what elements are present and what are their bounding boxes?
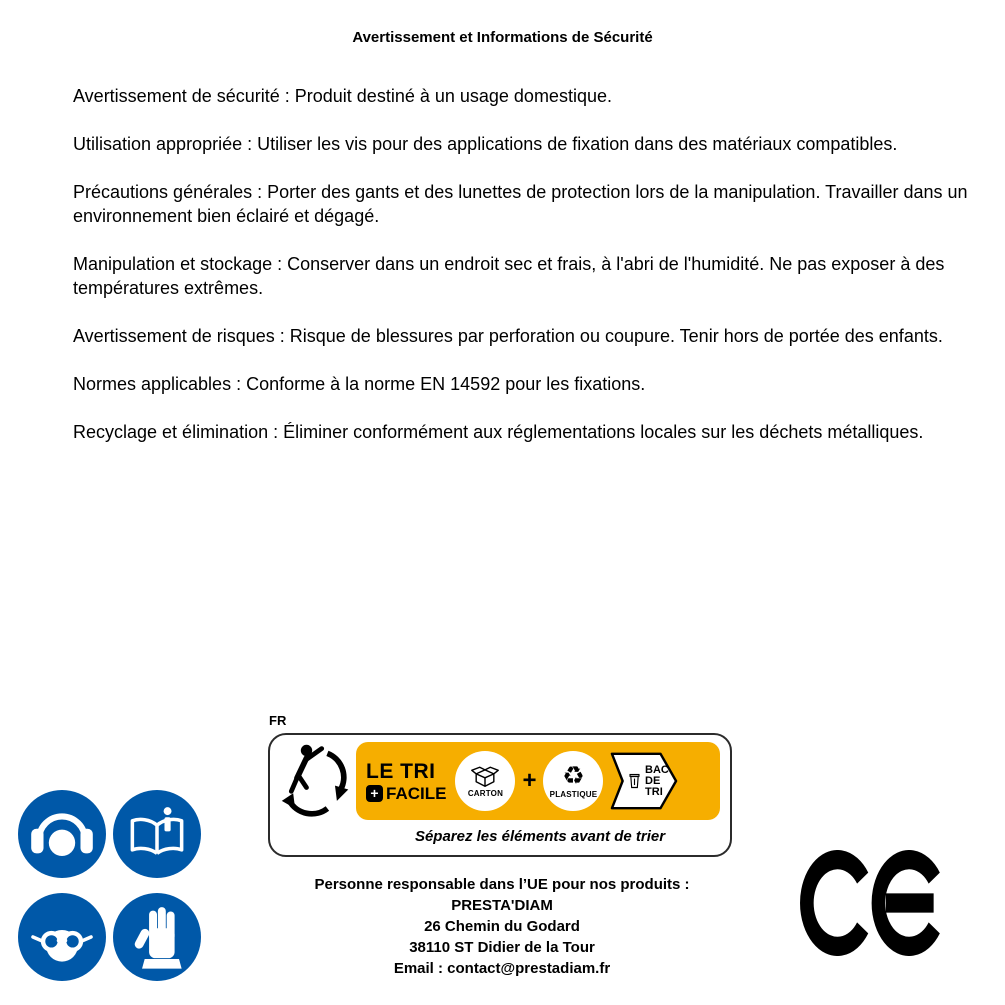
triman-icon <box>278 741 354 817</box>
bac-line: TRI <box>645 785 663 798</box>
carton-label: CARTON <box>467 788 504 798</box>
company-name: PRESTA'DIAM <box>451 897 553 914</box>
address-line-2: 38110 ST Didier de la Tour <box>409 939 595 956</box>
recycle-icon: ♻ <box>562 761 585 790</box>
facile-text: FACILE <box>386 783 447 803</box>
plastique-material-badge <box>543 751 603 811</box>
responsible-contact-block <box>252 874 752 979</box>
le-tri-text: LE TRI <box>366 759 436 783</box>
responsible-line: Personne responsable dans l’UE pour nos produits : <box>314 876 690 893</box>
safety-paragraph: Avertissement de sécurité : Produit destiné à un usage domestique. <box>73 86 612 106</box>
bac-line: BAC <box>645 763 669 776</box>
triman-sorting-banner <box>268 733 732 857</box>
eye-protection-icon <box>18 893 106 981</box>
carton-box-icon <box>470 765 500 788</box>
safety-paragraph: Manipulation et stockage : Conserver dans un endroit sec et frais, à l'abri de l'humidité. Ne pas exposer à des températures extrêmes. <box>73 254 945 298</box>
safety-paragraph: Précautions générales : Porter des gants et des lunettes de protection lors de la manipulation. Travailler dans un environnement bien éclairé et dégagé. <box>73 182 968 226</box>
plus-separator: + <box>522 767 537 794</box>
safety-paragraph: Avertissement de risques : Risque de blessures par perforation ou coupure. Tenir hors de portée des enfants. <box>73 326 943 346</box>
bac-line: DE <box>645 774 661 787</box>
safety-text-block <box>73 84 975 468</box>
bac-de-tri-tag <box>610 751 678 811</box>
carton-material-badge <box>455 751 515 811</box>
safety-paragraph: Utilisation appropriée : Utiliser les vis pour des applications de fixation dans des matériaux compatibles. <box>73 134 898 154</box>
read-manual-icon <box>113 790 201 878</box>
fr-country-label: FR <box>269 713 287 728</box>
safety-paragraph: Normes applicables : Conforme à la norme EN 14592 pour les fixations. <box>73 374 646 394</box>
plastique-label: PLASTIQUE <box>549 789 598 799</box>
sorting-instruction: Séparez les éléments avant de trier <box>414 828 666 845</box>
gloves-icon <box>113 893 201 981</box>
address-line-1: 26 Chemin du Godard <box>424 918 580 935</box>
page-title: Avertissement et Informations de Sécurité <box>352 29 653 46</box>
ear-protection-icon <box>18 790 106 878</box>
bac-de-tri-text <box>645 765 669 798</box>
contact-email: Email : contact@prestadiam.fr <box>393 960 611 977</box>
ce-mark-icon <box>800 850 950 956</box>
le-tri-facile-banner <box>356 742 720 820</box>
bin-icon <box>628 772 641 790</box>
plus-icon: + <box>366 785 383 802</box>
safety-paragraph: Recyclage et élimination : Éliminer conformément aux réglementations locales sur les déchets métalliques. <box>73 422 924 442</box>
le-tri-facile-logo <box>364 761 448 802</box>
